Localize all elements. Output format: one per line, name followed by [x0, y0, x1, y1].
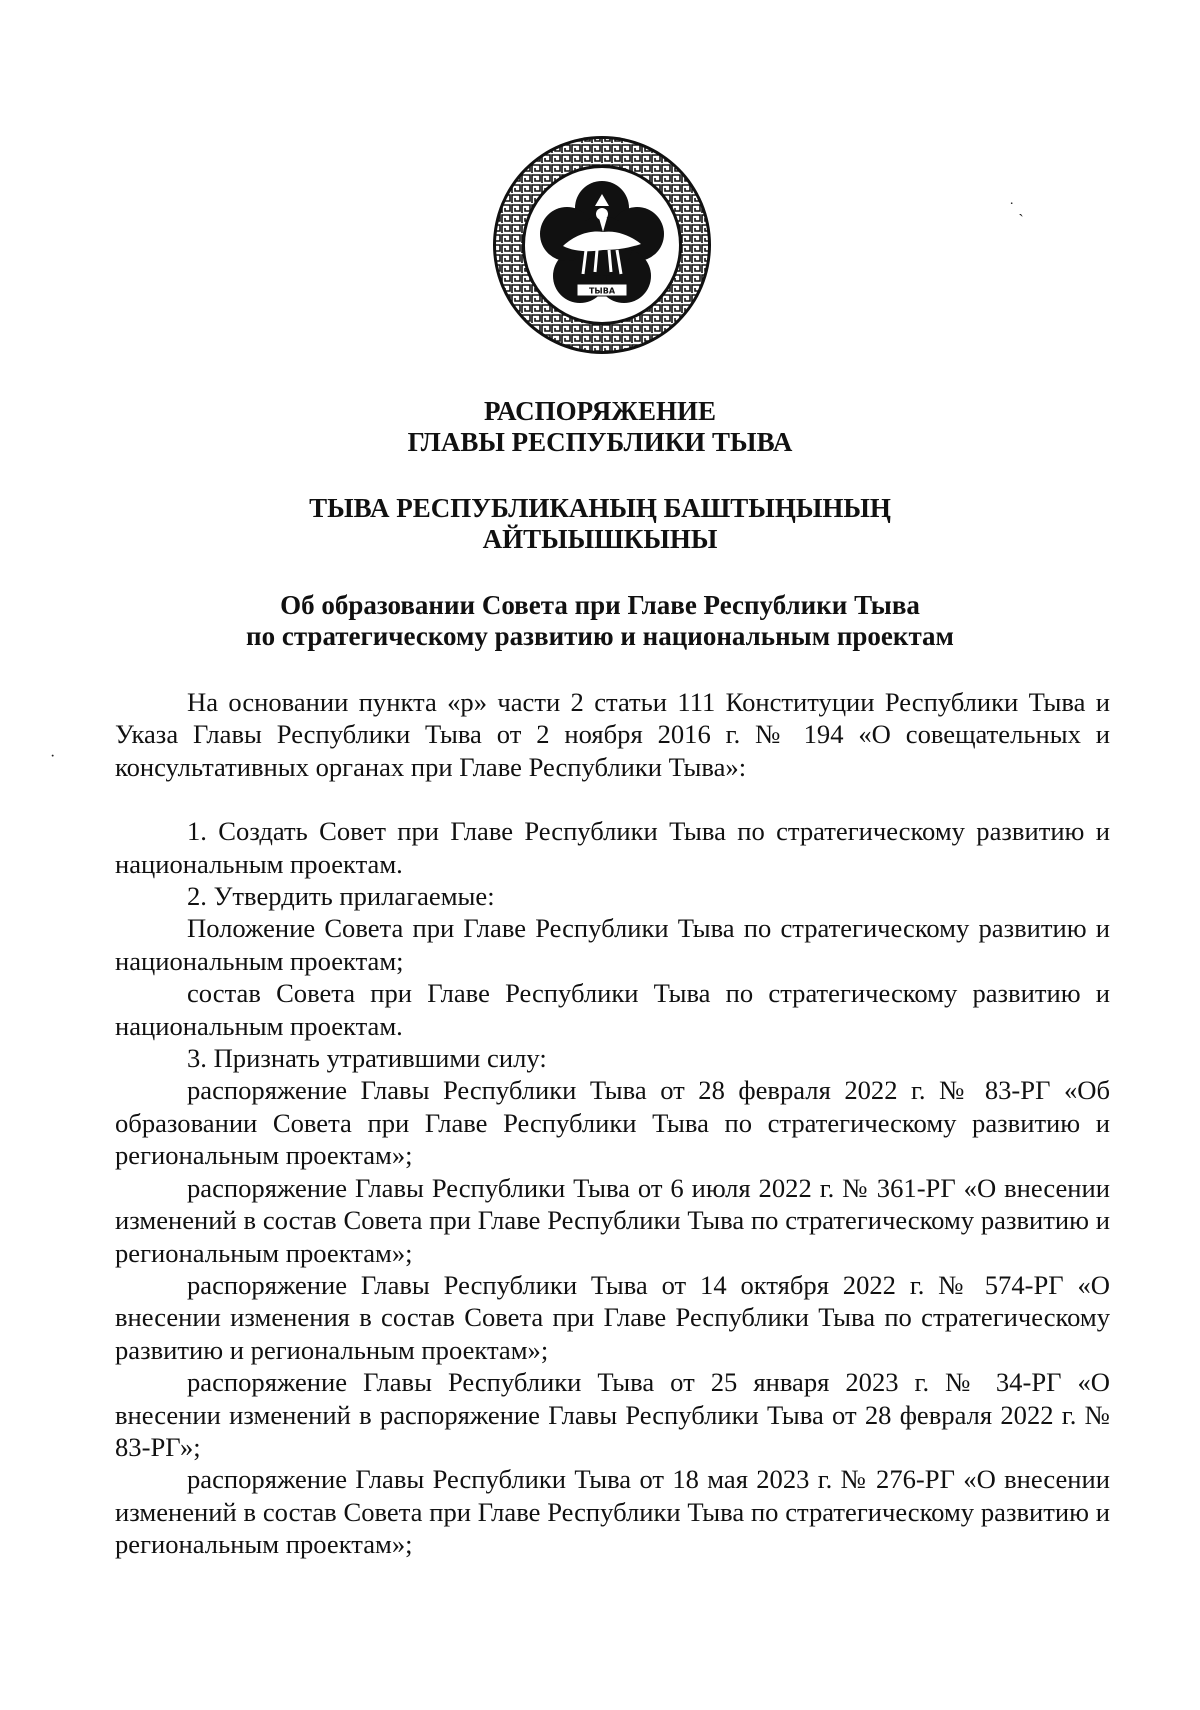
clause-3-item: распоряжение Главы Республики Тыва от 6 июля 2022 г. № 361-РГ «О внесении изменений в состав Совета при Главе Республики Тыва по стратегическому развитию и региональным проектам»;: [115, 1172, 1110, 1268]
document-title: [0, 396, 1200, 458]
clause-2-item: Положение Совета при Главе Республики Тыва по стратегическому развитию и национальным проектам;: [115, 913, 1110, 976]
document-subject: [0, 590, 1200, 652]
title-line: ГЛАВЫ РЕСПУБЛИКИ ТЫВА: [407, 427, 793, 457]
clause-3-item: распоряжение Главы Республики Тыва от 18 мая 2023 г. № 276-РГ «О внесении изменений в состав Совета при Главе Республики Тыва по стратегическому развитию и региональным проектам»;: [115, 1464, 1110, 1560]
title-line: АЙТЫЫШКЫНЫ: [482, 524, 718, 554]
clause-1: 1. Создать Совет при Главе Республики Тыва по стратегическому развитию и национальным проектам.: [115, 816, 1110, 879]
clause-2-item: состав Совета при Главе Республики Тыва по стратегическому развитию и национальным проектам.: [115, 978, 1110, 1041]
subject-line: по стратегическому развитию и национальным проектам: [246, 621, 954, 651]
clause-3-item: распоряжение Главы Республики Тыва от 28 февраля 2022 г. № 83-РГ «Об образовании Совета при Главе Республики Тыва по стратегическому развитию и региональным проектам»;: [115, 1075, 1110, 1171]
title-line: РАСПОРЯЖЕНИЕ: [483, 396, 717, 426]
document-body: [115, 686, 1110, 1561]
scan-artifact: ·: [50, 748, 56, 765]
preamble-paragraph: На основании пункта «р» части 2 статьи 111 Конституции Республики Тыва и Указа Главы Республики Тыва от 2 ноября 2016 г. № 194 «О совещательных и консультативных органах при Главе Республики Тыва»:: [115, 687, 1110, 782]
emblem-svg: [491, 134, 713, 356]
coat-of-arms-emblem: [491, 134, 713, 356]
subject-line: Об образовании Совета при Главе Республики Тыва: [280, 590, 920, 620]
clause-3-item: распоряжение Главы Республики Тыва от 14 октября 2022 г. № 574-РГ «О внесении изменения в состав Совета при Главе Республики Тыва по стратегическому развитию и региональным проектам»;: [115, 1269, 1110, 1365]
scan-artifact: ˙ ˎ: [1009, 200, 1024, 217]
document-title-tuvan: [0, 493, 1200, 555]
title-line: ТЫВА РЕСПУБЛИКАНЫҢ БАШТЫҢЫНЫҢ: [309, 493, 891, 523]
clause-2: 2. Утвердить прилагаемые:: [187, 881, 495, 912]
clause-3: 3. Признать утратившими силу:: [187, 1043, 547, 1074]
clause-3-item: распоряжение Главы Республики Тыва от 25 января 2023 г. № 34-РГ «О внесении изменений в распоряжение Главы Республики Тыва от 28 февраля 2022 г. № 83-РГ»;: [115, 1367, 1110, 1462]
emblem-ribbon-text: ТЫВА: [588, 286, 616, 296]
